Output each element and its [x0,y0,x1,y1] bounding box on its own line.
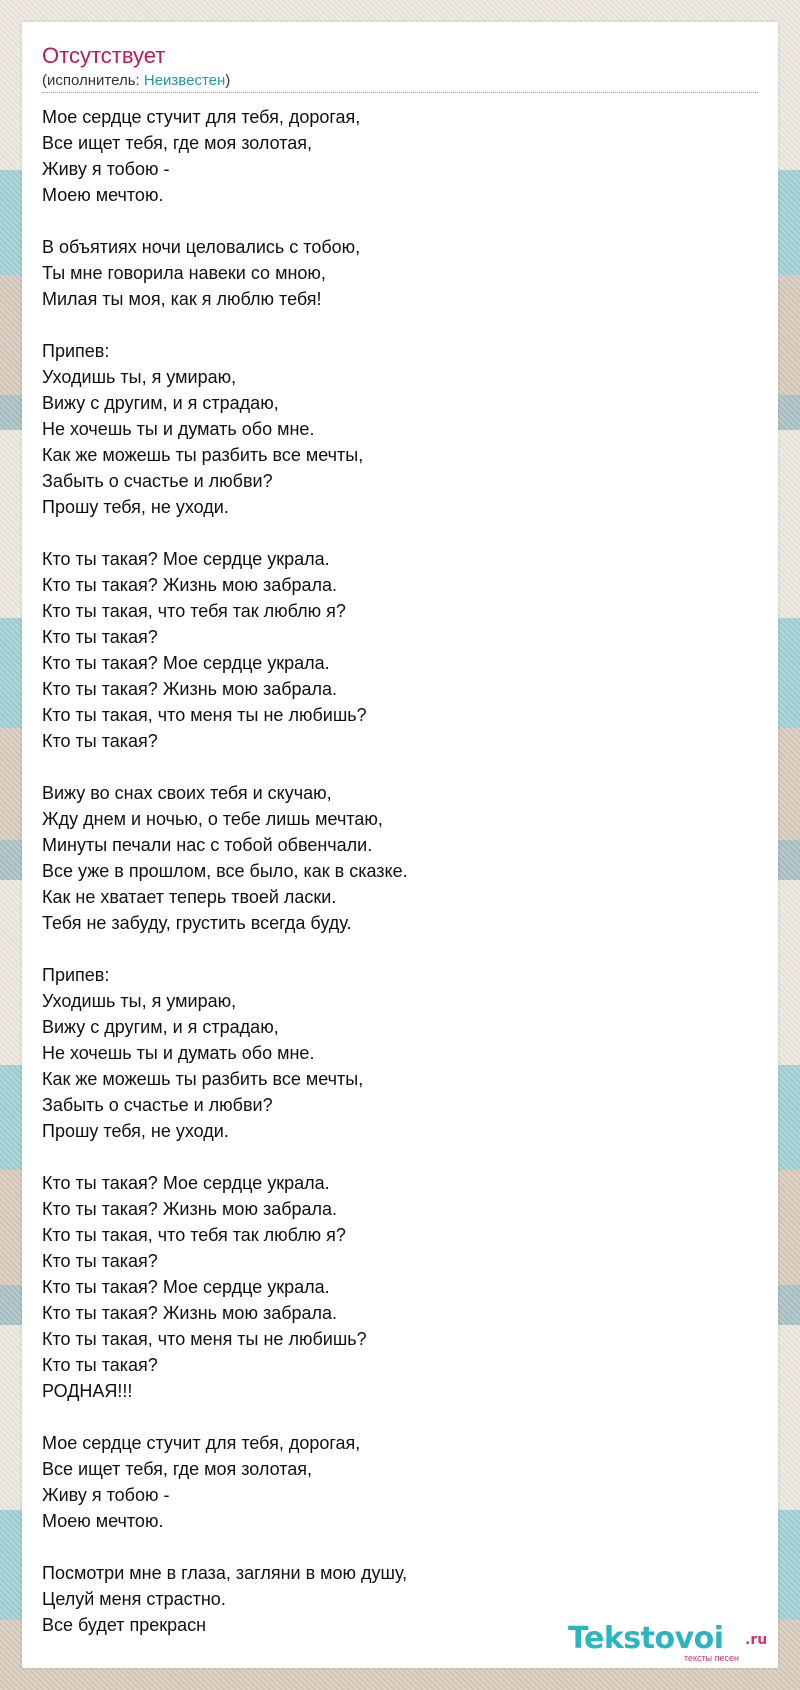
song-lyrics: Мое сердце стучит для тебя, дорогая, Все ищет тебя, где моя золотая, Живу я тобою - Моею мечтою. В объятиях ночи целовались с тобою, Ты мне говорила навеки со мною, Милая ты моя, как я люблю тебя! Припев: Уходишь ты, я умираю, Вижу с другим, и я страдаю, Не хочешь ты и думать обо мне. Как же можешь ты разбить все мечты, Забыть о счастье и любви? Прошу тебя, не уходи. Кто ты такая? Мое сердце украла. Кто ты такая? Жизнь мою забрала. Кто ты такая, что тебя так люблю я? Кто ты такая? Кто ты такая? Мое сердце украла. Кто ты такая? Жизнь мою забрала. Кто ты такая, что меня ты не любишь? Кто ты такая? Вижу во снах своих тебя и скучаю, Жду днем и ночью, о тебе лишь мечтаю, Минуты печали нас с тобой обвенчали. Все уже в прошлом, все было, как в сказке. Как не хватает теперь твоей ласки. Тебя не забуду, грустить всегда буду. Припев: Уходишь ты, я умираю, Вижу с другим, и я страдаю, Не хочешь ты и думать обо мне. Как же можешь ты разбить все мечты, Забыть о счастье и любви? Прошу тебя, не уходи. Кто ты такая? Мое сердце украла. Кто ты такая? Жизнь мою забрала. Кто ты такая, что тебя так люблю я? Кто ты такая? Кто ты такая? Мое сердце украла. Кто ты такая? Жизнь мою забрала. Кто ты такая, что меня ты не любишь? Кто ты такая? РОДНАЯ!!! Мое сердце стучит для тебя, дорогая, Все ищет тебя, где моя золотая, Живу я тобою - Моею мечтою. Посмотри мне в глаза, загляни в мою душу, Целуй меня страстно. Все будет прекрасн [42,107,408,1635]
site-logo[interactable] [568,1622,772,1666]
artist-line [42,72,230,90]
logo-wordmark: Tekstovoi [568,1621,724,1656]
lyrics-card [22,22,778,1668]
artist-link[interactable]: Неизвестен [143,72,226,89]
logo-domain-suffix: .ru [745,1632,768,1648]
artist-prefix: (исполнитель: [42,72,144,89]
song-title: Отсутствует [42,43,166,68]
logo-tagline: тексты песен [684,1653,740,1663]
title-divider [42,92,758,93]
artist-suffix: ) [225,72,231,89]
